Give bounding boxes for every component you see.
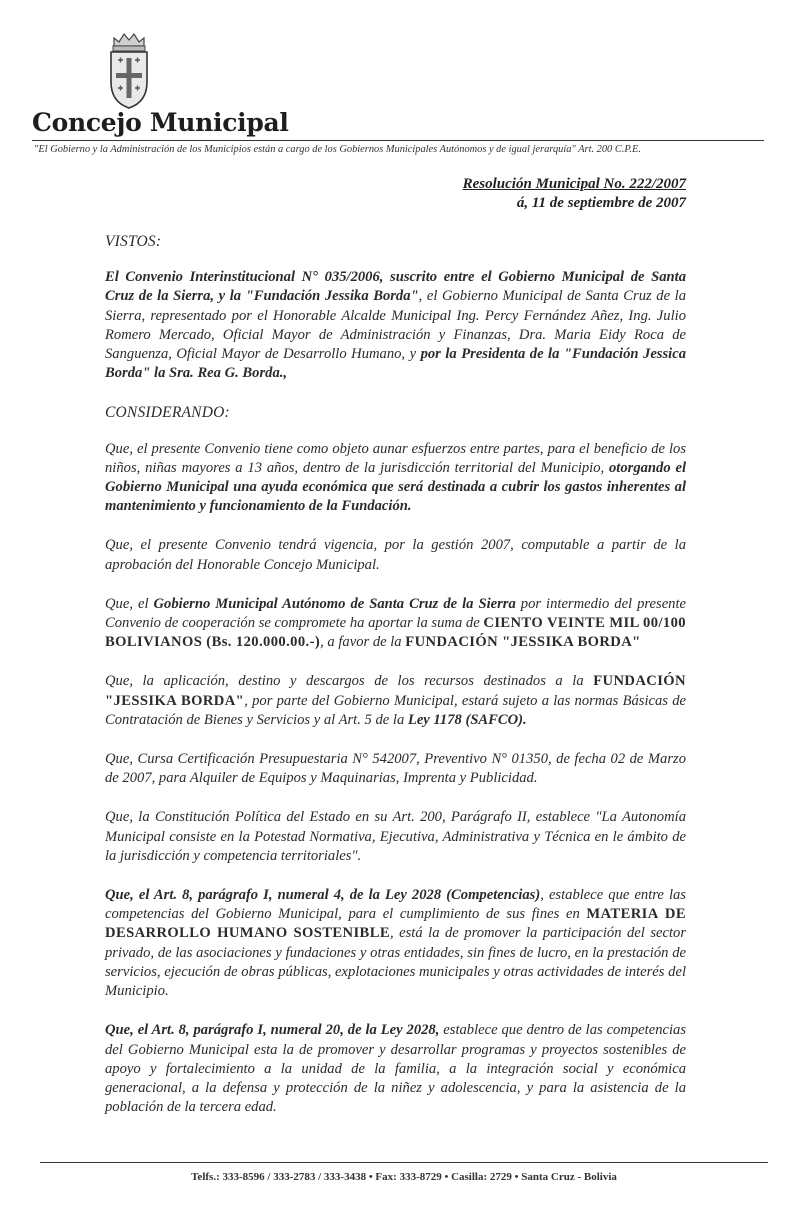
vistos-text-1: , el Gobierno Municipal de Santa Cruz de la Sierra, representado por el Honorable Alcalde Municipal Ing. Percy Fernández Añez, Ing. Julio Romero Mercado, Oficial Mayor de Administración y Finanzas, Dra. Maria Eidy Roca de Sanguenza, Oficial Mayor de Desarrollo Humano, y [105, 288, 686, 363]
considerando-paragraph-8 [105, 1021, 686, 1117]
c1-text-1: Que, el presente Convenio tiene como objeto aunar esfuerzos entre partes, para el beneficio de los niños, niñas mayores a 13 años, dentro de la jurisdicción territorial del Municipio, [105, 440, 686, 476]
c3-bold-2: CIENTO VEINTE MIL 00/100 BOLIVIANOS (Bs. 120.000.00.-) [105, 615, 686, 651]
c7-text-2: , está la de promover la participación del sector privado, de las asociaciones y fundaciones y otras entidades, sin fines de lucro, en la prestación de servicios, ejecución de obras públicas, explotaciones municipales y otras actividades de interés del Municipio. [105, 925, 686, 1000]
considerando-paragraph-2: Que, el presente Convenio tendrá vigencia, por la gestión 2007, computable a partir de la aprobación del Honorable Concejo Municipal. [105, 537, 686, 573]
resolution-date: á, 11 de septiembre de 2007 [516, 195, 686, 211]
organization-name: Concejo Municipal [32, 108, 289, 137]
considerando-paragraph-7 [105, 886, 686, 1001]
vistos-bold-1: El Convenio Interinstitucional N° 035/2006, suscrito entre el Gobierno Municipal de Santa Cruz de la Sierra, y la "Fundación Jessika Borda" [105, 269, 686, 305]
c4-text-2: , por parte del Gobierno Municipal, estará sujeto a las normas Básicas de Contratación de Bienes y Servicios y al Art. 5 de la [105, 692, 686, 728]
c3-text-2: por intermedio del presente Convenio de cooperación se compromete ha aportar la suma de [105, 595, 687, 632]
footer-divider [40, 1162, 768, 1163]
considerando-paragraph-3 [105, 595, 686, 653]
municipal-coat-of-arms-icon [106, 28, 152, 110]
resolution-title: Resolución Municipal No. 222/2007 [462, 176, 686, 192]
considerando-paragraph-5: Que, Cursa Certificación Presupuestaria N° 542007, Preventivo N° 01350, de fecha 02 de Marzo de 2007, para Alquiler de Equipos y Maquinarias, Imprenta y Publicidad. [105, 751, 686, 787]
c7-bold-2: MATERIA DE DESARROLLO HUMANO SOSTENIBLE [105, 906, 686, 942]
c8-bold-1: Que, el Art. 8, parágrafo I, numeral 20, de la Ley 2028, [105, 1022, 440, 1039]
c4-bold-1: FUNDACIÓN "JESSIKA BORDA" [105, 673, 686, 709]
vistos-heading: VISTOS: [105, 233, 162, 250]
c3-text-1: Que, el [105, 595, 154, 612]
c1-bold-1: otorgando el Gobierno Municipal una ayuda económica que será destinada a cubrir los gastos inherentes al mantenimiento y funcionamiento de la Fundación. [105, 459, 686, 515]
considerando-paragraph-6: Que, la Constitución Política del Estado en su Art. 200, Parágrafo II, establece "La Autonomía Municipal consiste en la Potestad Normativa, Ejecutiva, Administrativa y Técnica en le ámbito de la jurisdicción y competencia territoriales". [105, 809, 686, 864]
considerando-heading: CONSIDERANDO: [105, 404, 230, 422]
header-motto: "El Gobierno y la Administración de los Municipios están a cargo de los Gobiernos Municipales Autónomos y de igual jerarquía" Art. 200 C.P.E. [34, 144, 641, 155]
c3-bold-1: Gobierno Municipal Autónomo de Santa Cruz de la Sierra [153, 595, 516, 612]
vistos-bold-2: por la Presidenta de la "Fundación Jessica Borda" la Sra. Rea G. Borda., [105, 346, 686, 382]
c7-bold-1: Que, el Art. 8, parágrafo I, numeral 4, de la Ley 2028 (Competencias) [105, 887, 541, 904]
footer-contact: Telfs.: 333-8596 / 333-2783 / 333-3438 • Fax: 333-8729 • Casilla: 2729 • Santa Cruz - Bolivia [191, 1171, 617, 1183]
header-divider [32, 140, 764, 141]
c3-bold-3: FUNDACIÓN "JESSIKA BORDA" [405, 634, 641, 651]
c4-bold-2: Ley 1178 (SAFCO). [407, 711, 527, 728]
c8-text-1: establece que dentro de las competencias del Gobierno Municipal esta la de promover y desarrollar programas y proyectos sostenibles de apoyo y fortalecimiento a la unidad de la familia, a la integración social y económica generacional, a la defensa y protección de la niñez y adolescencia, y para la asistencia de la población de la tercera edad. [105, 1022, 687, 1116]
c3-text-3: , a favor de la [320, 634, 406, 651]
c7-text-1: , establece que entre las competencias del Gobierno Municipal, para el cumplimiento de sus fines en [105, 887, 686, 923]
c4-text-1: Que, la aplicación, destino y descargos de los recursos destinados a la [105, 673, 594, 690]
considerando-paragraph-4 [105, 672, 686, 730]
considerando-paragraph-1 [105, 440, 686, 517]
vistos-paragraph [105, 268, 686, 383]
document-body [105, 232, 686, 1137]
